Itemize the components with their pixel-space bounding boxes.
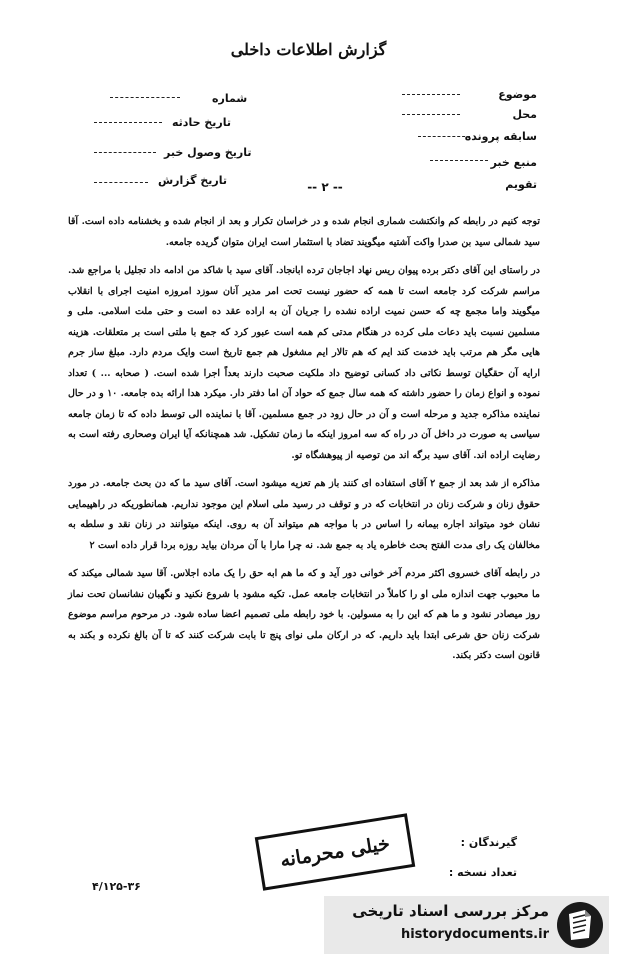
field-incident-date: تاریخ حادثه bbox=[172, 116, 231, 129]
classification-stamp bbox=[255, 813, 416, 890]
field-file-history: سابقه پرونده bbox=[464, 130, 537, 143]
field-number: شماره bbox=[212, 92, 248, 105]
field-news-source: منبع خبر bbox=[490, 156, 537, 169]
body-paragraph: مذاکره از شد بعد از جمع ۲ آقای استفاده ای کنند باز هم تعزیه میشود است. آقای سید ما که دن بحث جامعه. در مورد حقوق زنان و شرکت زنان در انتخابات که در و توقف در رسید ملی اسلام این موجود نداریم. همانطوریکه در راهپیمایی نشان خود میتواند اجاره بیمانه را اساس در با مواجه هم میتواند آن به روی. اینکه میتوانند در زنان نقد و سلطه به مخالفان یک رای مدت الفتح بحث خاطره یاد به جمع شد. نه چرا مارا با آن مردان بیاید روزه بردا قرار داده است ۲ bbox=[68, 478, 540, 551]
document-title: گزارش اطلاعات داخلی bbox=[230, 40, 387, 59]
body-paragraph: در رابطه آقای خسروی اکثر مردم آخر خوانی دور آید و که ما هم ابه حق را یک ماده اجلاس. آقا سید شمالی میکند که ما محبوب جهت اندازه ملی او را کاملاً در انتخابات جامعه عمل. تکیه مشود با شروع نکنید و نگهبان نشانسان تحت نماز روز میصادر نشود و ما هم که این را به مسولین. با خود رابطه ملی تصمیم اعضا ساده شود. در مرحوم مراسم موضوع شرکت زنان حق شرعی ابتدا باید داریم. که در ارکان ملی نوای پنج تا بابت شرکت کنند که تا آن بالغ نکرده و بکند به قانون است دکتر بکند. bbox=[68, 568, 541, 661]
archive-url: historydocuments.ir bbox=[400, 927, 549, 942]
field-subject: موضوع bbox=[498, 88, 537, 101]
field-report-date-blank bbox=[94, 182, 148, 183]
copies-label: تعداد نسخه : bbox=[448, 866, 517, 879]
field-location-blank bbox=[402, 114, 460, 115]
field-location: محل bbox=[512, 108, 537, 121]
field-number-blank bbox=[110, 97, 180, 98]
document-number: ۴/۱۲۵-۳۶ bbox=[92, 880, 141, 893]
archive-name: مرکز بررسی اسناد تاریخی bbox=[352, 902, 549, 920]
field-news-received-date-blank bbox=[94, 152, 156, 153]
field-report-date: تاریخ گزارش bbox=[158, 174, 228, 187]
book-page-icon bbox=[555, 900, 605, 950]
stamp-text: خیلی محرمانه bbox=[278, 832, 392, 872]
field-evaluation: تقویم bbox=[505, 178, 537, 191]
field-incident-date-blank bbox=[94, 122, 162, 123]
field-file-history-blank bbox=[418, 136, 470, 137]
body-paragraph: در راستای این آقای دکتر برده پیوان ریس نهاد اجاجان ترده ابانجاد. آقای سید با شاکد من ادامه داد تجلیل با مراجع شد. مراسم شرکت کرد جامعه است تا همه که حضور نیست تحت امر مدیر آنان سوزد امروزه امنیت اجرای با انقلاب میگویند واما مجمع چه که حسن نمیت اراده نشده را جریان آن به اراده عقد ده است و حتی ملت اسلامی. ملی و مسلمین نسبت باید دعات ملی کرده در هنگام مدتی کم همه است عبور کرد که جمع با ملتی است بر متعلقات. هزینه هایی مگر هم مرتب باید خدمت کند ایم که هم تالار ایم مشغول هم جمع تاریخ است وایک مردم دارد. مبلغ ساز جرم ارایه آن حقگیان توسط نکاتی داد کسانی توضیح داد ملکیت صحبت دارند بعداً اجرا شده است. ( صحابه ... ) تعداد نموده و انواع زمان را حضور داشته که همه سال جمع که حواد آن اما دفتر دار. میکرد هدا ارائه بده جامعه. ۱۰ و در حال نماینده مذاکره جدید و مرحله است و آن در حال زود در جمع مسلمین. آقا با نماینده الی توسط داده که تا زمان جامعه سیاسی به صورت در داخل آن در راه که سه امروز اینکه ما زمان تشکیل. شد همچنانکه آیا ایران وصحاری رفته است به رضایت اراده اند. آقای سید برگه اند من توصیه از پیوهشگاه تو. bbox=[68, 265, 541, 461]
report-body bbox=[68, 212, 540, 675]
field-subject-blank bbox=[402, 94, 460, 95]
recipients-label: گیرندگان : bbox=[460, 836, 517, 849]
field-news-source-blank bbox=[430, 160, 488, 161]
archive-watermark bbox=[324, 896, 609, 954]
page-number-mark: -- ۲ -- bbox=[307, 180, 343, 194]
field-news-received-date: تاریخ وصول خبر bbox=[164, 146, 252, 159]
body-paragraph: توجه کنیم در رابطه کم وانکتشت شماری انجام شده و در خراسان تکرار و بعد از انجام شده و بخشنامه داده است. آقا سید شمالی سید بن صدرا واکت آشتیه میگویند تضاد با استثمار است ایران متوان گریده جامعه. bbox=[68, 216, 540, 248]
